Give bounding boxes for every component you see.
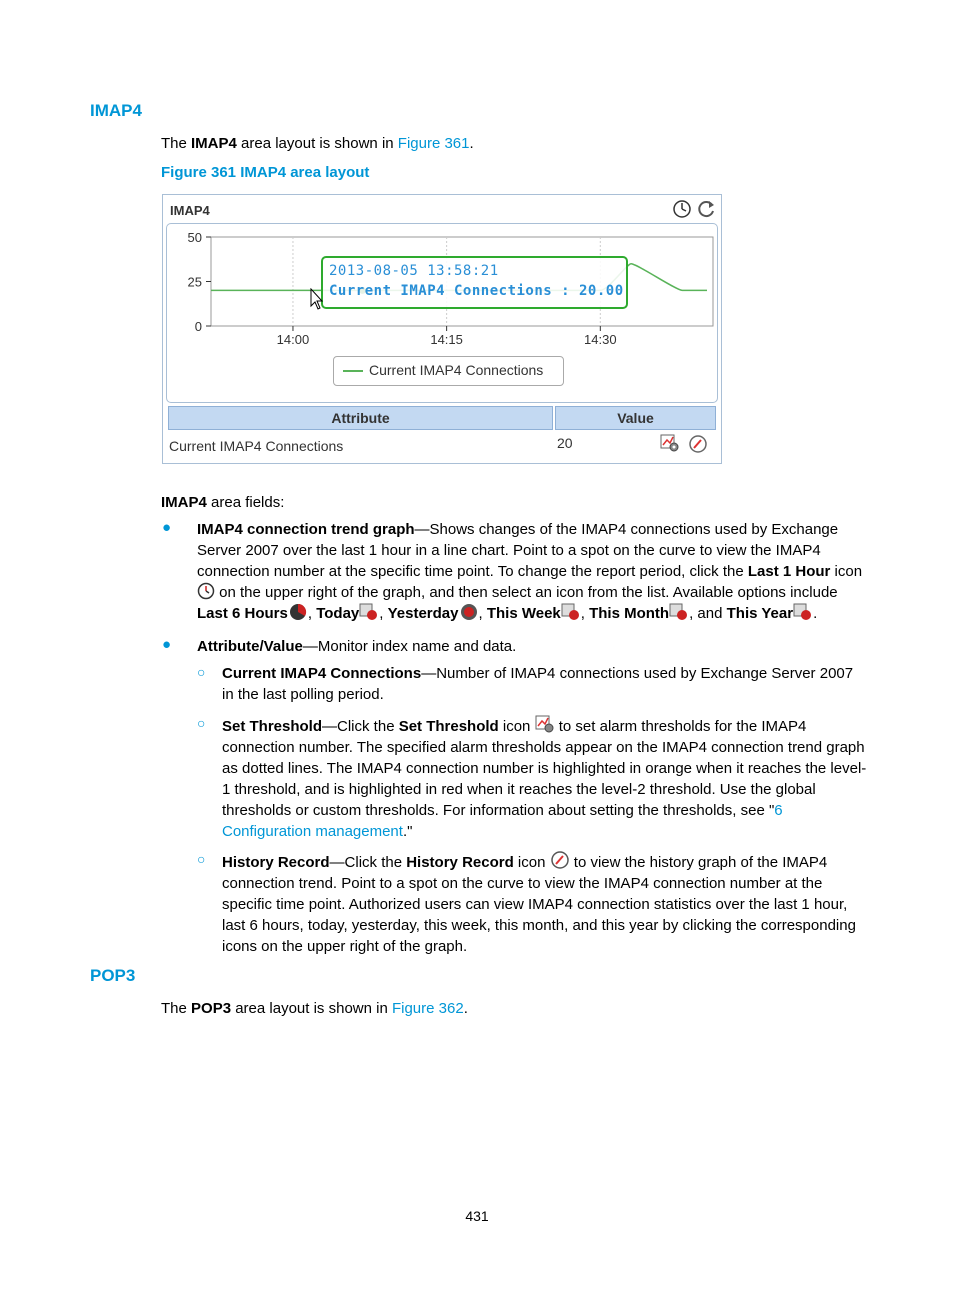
sep: , — [580, 605, 590, 622]
sep: , and — [689, 605, 727, 622]
bullet1-title: IMAP4 connection trend graph — [197, 521, 415, 538]
bullet-trend-graph — [197, 519, 867, 624]
tooltip-time: 2013-08-05 13:58:21 — [329, 263, 499, 279]
bullet1-last1: Last 1 Hour — [747, 563, 831, 580]
page-number: 431 — [465, 1208, 489, 1224]
sep: . — [813, 605, 818, 622]
sub2-text: —Click the — [322, 718, 399, 735]
legend-line-swatch — [343, 370, 363, 372]
this-week-icon — [561, 603, 581, 621]
last-1-hour-icon — [197, 582, 215, 600]
x-tick-label: 14:15 — [430, 332, 463, 347]
bullet1-week: This Week — [486, 605, 561, 622]
bullet1-last6: Last 6 Hours — [197, 605, 288, 622]
figure-caption: Figure 361 IMAP4 area layout — [161, 164, 370, 181]
table-header-attribute: Attribute — [168, 406, 553, 430]
config-management-link[interactable]: 6 Configuration management — [222, 802, 783, 840]
fields-lead-bold: IMAP4 — [161, 494, 207, 511]
bullet2-title: Attribute/Value — [197, 638, 303, 655]
intro-paragraph — [161, 133, 474, 154]
last-6-hours-icon — [288, 603, 308, 621]
sep: , — [478, 605, 487, 622]
sub-bullet-marker: ○ — [197, 851, 206, 867]
chart-tooltip — [321, 256, 628, 309]
y-tick-label: 0 — [194, 319, 202, 334]
set-threshold-icon — [535, 714, 555, 734]
sub3-text2: icon — [513, 854, 550, 871]
bullet1-text3: on the upper right of the graph, and then select an icon from the list. Available options include — [215, 584, 838, 601]
bullet-attribute-value — [197, 636, 867, 657]
bullet1-yesterday: Yesterday — [387, 605, 459, 622]
pop3-text-end: . — [463, 1000, 468, 1017]
sub-bullet-marker: ○ — [197, 664, 206, 680]
history-record-icon — [550, 850, 570, 870]
this-month-icon — [669, 603, 689, 621]
bullet-marker: ● — [162, 519, 172, 536]
sub2-text3: to set alarm thresholds for the IMAP4 connection number. The specified alarm thresholds appear on the IMAP4 connection trend graph as dotted lines. The IMAP4 connection number is highlighted in orange when it reaches the level-1 threshold, and is highlighted in red when it reaches the level-2 threshold. Use the global thresholds or custom thresholds. For information about setting the thresholds, see " — [222, 718, 867, 819]
sub3-text: —Click the — [329, 854, 407, 871]
y-tick-label: 25 — [187, 274, 202, 290]
sub-bullet-marker: ○ — [197, 715, 206, 731]
intro-text-mid: area layout is shown in — [236, 135, 398, 152]
sub-current-connections — [222, 663, 867, 705]
history-record-icon[interactable] — [688, 434, 708, 454]
sub3-title: History Record — [222, 854, 330, 871]
sub-history-record — [222, 850, 867, 957]
bullet1-text2: icon — [830, 563, 863, 580]
sep: , — [379, 605, 388, 622]
sub1-text: —Number of IMAP4 connections used by Exchange Server 2007 in the last polling period. — [222, 665, 854, 703]
legend-label: Current IMAP4 Connections — [369, 362, 544, 378]
section-heading-pop3: POP3 — [90, 966, 136, 985]
sub2-end: ." — [402, 823, 413, 840]
pop3-intro — [161, 998, 468, 1019]
sep: , — [307, 605, 317, 622]
row-value: 20 — [557, 435, 573, 451]
fields-lead — [161, 492, 284, 513]
bullet1-today: Today — [316, 605, 360, 622]
chart-panel — [166, 223, 718, 403]
bullet-marker: ● — [162, 636, 172, 653]
sub2-bold: Set Threshold — [398, 718, 499, 735]
row-attribute: Current IMAP4 Connections — [169, 438, 344, 454]
intro-bold: IMAP4 — [191, 135, 237, 152]
sub2-text2: icon — [498, 718, 535, 735]
widget-title: IMAP4 — [170, 203, 210, 218]
x-tick-label: 14:00 — [276, 332, 310, 347]
figure-362-link[interactable]: Figure 362 — [391, 1000, 464, 1017]
set-threshold-icon[interactable] — [660, 433, 680, 453]
tooltip-value: Current IMAP4 Connections : 20.00 — [329, 283, 624, 299]
bullet1-text: —Shows changes of the IMAP4 connections used by Exchange Server 2007 over the last 1 hour in a line chart. Point to a spot on the curve to view the IMAP4 connection number at the specific time point. To change the report period, click the — [197, 521, 839, 580]
sub3-text3: to view the history graph of the IMAP4 connection trend. Point to a spot on the curve to view the IMAP4 connection number at the specific time point. Authorized users can view IMAP4 connection statistics over the last 1 hour, last 6 hours, today, yesterday, this week, this month, and this year by clicking the corresponding icons on the upper right of the graph. — [222, 854, 856, 955]
sub2-title: Set Threshold — [222, 718, 323, 735]
bullet1-month: This Month — [589, 605, 670, 622]
figure-link[interactable]: Figure 361 — [397, 135, 470, 152]
pop3-text-mid: area layout is shown in — [231, 1000, 392, 1017]
refresh-icon[interactable] — [696, 199, 716, 219]
y-tick-label: 50 — [187, 230, 202, 245]
mouse-cursor-icon — [310, 288, 324, 310]
yesterday-icon — [459, 603, 479, 621]
bullet2-text: —Monitor index name and data. — [302, 638, 517, 655]
section-heading-imap4: IMAP4 — [90, 101, 142, 120]
today-icon — [359, 603, 379, 621]
this-year-icon — [793, 603, 813, 621]
table-header-value: Value — [555, 406, 716, 430]
bullet1-year: This Year — [726, 605, 794, 622]
intro-text-end: . — [469, 135, 474, 152]
chart-legend[interactable] — [333, 356, 564, 386]
sub3-bold: History Record — [406, 854, 514, 871]
sub-set-threshold — [222, 714, 867, 842]
fields-lead-text: area fields: — [206, 494, 285, 511]
x-tick-label: 14:30 — [584, 332, 617, 347]
pop3-text: The — [161, 1000, 192, 1017]
intro-text: The — [161, 135, 192, 152]
imap4-widget — [162, 194, 722, 464]
last-1-hour-icon[interactable] — [672, 199, 692, 219]
pop3-bold: POP3 — [191, 1000, 232, 1017]
sub1-title: Current IMAP4 Connections — [222, 665, 422, 682]
